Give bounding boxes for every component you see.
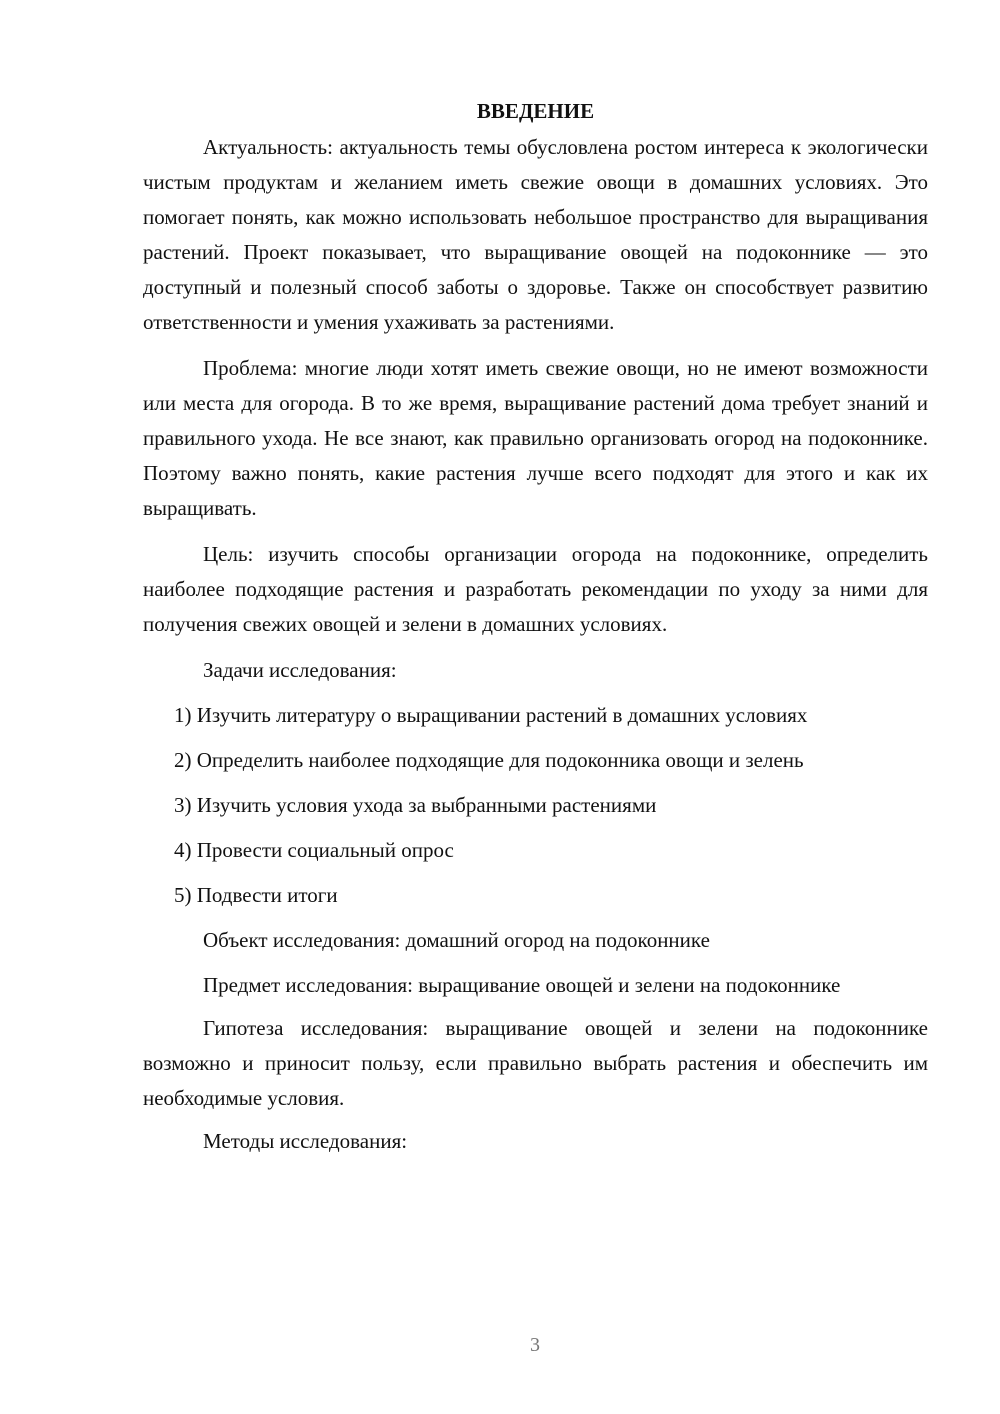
problem-paragraph: Проблема: многие люди хотят иметь свежие овощи, но не имеют возможности или места для огорода. В то же время, выращивание растений дома требует знаний и правильного ухода. Не все знают, как правильно организовать огород на подоконнике. Поэтому важно понять, какие растения лучше всего подходят для этого и как их выращивать. — [143, 356, 928, 520]
task-item-5: 5) Подвести итоги — [174, 883, 338, 907]
tasks-heading: Задачи исследования: — [203, 658, 397, 682]
object-paragraph: Объект исследования: домашний огород на подоконнике — [203, 928, 710, 952]
task-item-3: 3) Изучить условия ухода за выбранными растениями — [174, 793, 657, 817]
relevance-paragraph: Актуальность: актуальность темы обусловлена ростом интереса к экологически чистым продуктам и желанием иметь свежие овощи в домашних условиях. Это помогает понять, как можно использовать небольшое пространство для выращивания растений. Проект показывает, что выращивание овощей на подоконнике — это доступный и полезный способ заботы о здоровье. Также он способствует развитию ответственности и умения ухаживать за растениями. — [143, 135, 928, 334]
task-item-1: 1) Изучить литературу о выращивании растений в домашних условиях — [174, 703, 808, 727]
tasks-list — [143, 698, 928, 913]
document-page — [143, 96, 928, 1169]
subject-paragraph: Предмет исследования: выращивание овощей и зелени на подоконнике — [203, 973, 841, 997]
goal-paragraph: Цель: изучить способы организации огорода на подоконнике, определить наиболее подходящие растения и разработать рекомендации по уходу за ними для получения свежих овощей и зелени в домашних условиях. — [143, 542, 928, 636]
page-title: ВВЕДЕНИЕ — [476, 99, 595, 123]
task-item-4: 4) Провести социальный опрос — [174, 838, 454, 862]
methods-heading: Методы исследования: — [203, 1129, 408, 1153]
hypothesis-paragraph: Гипотеза исследования: выращивание овощей и зелени на подоконнике возможно и приносит пользу, если правильно выбрать растения и обеспечить им необходимые условия. — [143, 1016, 928, 1110]
task-item-2: 2) Определить наиболее подходящие для подоконника овощи и зелень — [174, 748, 804, 772]
page-number: 3 — [530, 1334, 540, 1356]
